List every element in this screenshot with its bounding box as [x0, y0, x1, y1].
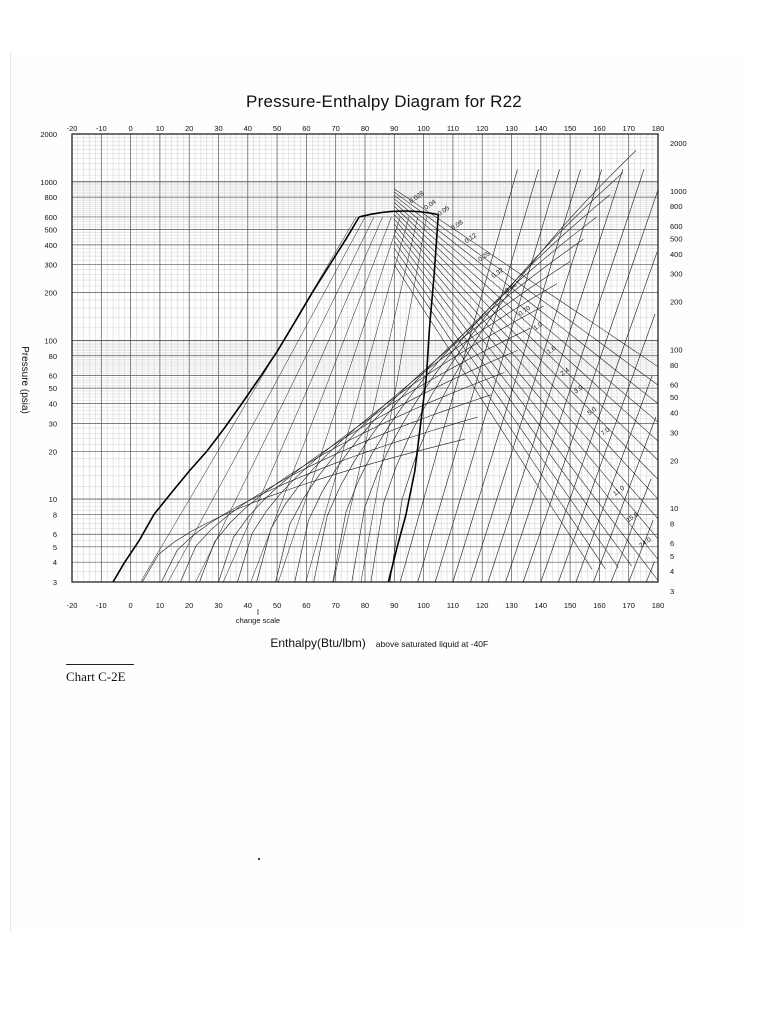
specific-volume-label: 7.0	[599, 426, 612, 438]
x-tick-label: 150	[563, 601, 577, 610]
y-tick-label: 1000	[670, 186, 687, 196]
y-tick-label: 8	[52, 510, 57, 520]
x-tick-label: -10	[95, 124, 107, 133]
change-scale-mark: I	[256, 608, 260, 617]
specific-volume-label: 0.12	[463, 232, 478, 246]
y-tick-label: 80	[48, 351, 57, 361]
y-tick-label: 50	[48, 384, 57, 394]
specific-volume-label: 0.04	[423, 198, 438, 212]
quality-line	[278, 217, 400, 582]
isochore-line	[394, 210, 658, 479]
isotherm-line	[200, 373, 505, 582]
x-tick-labels-bottom	[67, 601, 665, 610]
x-tick-label: 130	[505, 601, 518, 610]
y-tick-label: 80	[670, 360, 679, 370]
x-tick-label: 20	[185, 601, 194, 610]
specific-volume-label: 11.0	[612, 484, 627, 498]
y-tick-label: 8	[670, 519, 675, 529]
isotherm-line	[276, 284, 557, 582]
chart-title: Pressure-Enthalpy Diagram for R22	[246, 92, 522, 111]
x-tick-label: 0	[128, 124, 133, 133]
y-tick-labels-right	[670, 139, 687, 596]
specific-volume-label: 0.45	[504, 281, 519, 295]
x-tick-label: 100	[417, 601, 430, 610]
x-tick-label: 10	[155, 124, 165, 133]
isentrope-line	[646, 561, 654, 582]
y-tick-label: 200	[44, 288, 57, 298]
specific-volume-label: 24.0	[638, 536, 653, 550]
isentrope-line	[629, 520, 653, 582]
x-tick-label: 60	[302, 601, 311, 610]
y-tick-label: 6	[670, 539, 675, 549]
saturation-curves	[113, 211, 438, 582]
x-tick-label: 70	[331, 601, 340, 610]
isochore-line	[394, 215, 658, 499]
y-tick-label: 3	[670, 587, 675, 596]
y-tick-label: 60	[48, 371, 57, 381]
quality-line	[223, 217, 382, 582]
x-axis-label-suffix: above saturated liquid at -40F	[375, 639, 489, 649]
quality-line	[196, 217, 374, 582]
y-tick-label: 800	[670, 202, 683, 212]
y-tick-label: 300	[670, 269, 683, 279]
x-tick-labels-top	[67, 124, 665, 133]
y-tick-label: 200	[670, 297, 683, 307]
speck	[258, 858, 260, 860]
x-tick-label: 110	[446, 124, 459, 133]
x-tick-label: 170	[622, 601, 635, 610]
specific-volume-label: 15.6	[625, 511, 640, 525]
x-tick-label: -20	[66, 124, 78, 133]
x-tick-label: 160	[593, 601, 606, 610]
x-tick-label: 150	[563, 124, 577, 133]
y-tick-label: 30	[670, 428, 679, 438]
specific-volume-label: 0.05	[436, 204, 452, 218]
x-tick-label: 90	[390, 601, 399, 610]
x-tick-label: 0	[128, 601, 133, 610]
y-tick-label: 300	[44, 260, 57, 270]
x-tick-label: 170	[622, 124, 635, 133]
y-tick-label: 600	[44, 212, 57, 222]
x-tick-label: 50	[272, 601, 282, 610]
x-tick-label: 130	[505, 124, 518, 133]
x-tick-label: 10	[155, 601, 165, 610]
x-tick-label: 40	[243, 601, 252, 610]
specific-volume-label: 0.70	[517, 304, 532, 318]
x-tick-label: -20	[66, 601, 78, 610]
y-tick-label: 6	[52, 530, 57, 540]
x-tick-label: 140	[534, 601, 548, 610]
y-tick-labels-left	[40, 130, 57, 587]
x-tick-label: 80	[360, 601, 370, 610]
x-tick-label: 30	[214, 124, 223, 133]
specific-volume-label: 0.25	[477, 250, 492, 264]
y-axis-label: Pressure (psia)	[19, 346, 30, 414]
y-tick-label: 20	[48, 447, 57, 457]
y-tick-label: 4	[670, 567, 675, 577]
x-tick-label: -10	[95, 601, 107, 610]
y-tick-label: 40	[670, 408, 679, 418]
specific-volume-label: 3.0	[572, 384, 585, 396]
x-tick-label: 60	[302, 124, 311, 133]
specific-volume-label: 1.6	[545, 344, 558, 356]
x-tick-label: 50	[272, 124, 282, 133]
x-tick-label: 180	[651, 124, 665, 133]
grid-major	[72, 134, 658, 582]
specific-volume-label: 0.08	[450, 219, 465, 233]
y-tick-label: 40	[48, 399, 57, 409]
y-tick-label: 400	[44, 240, 57, 250]
quality-line	[333, 217, 417, 582]
y-tick-label: 30	[48, 419, 57, 429]
x-tick-label: 180	[651, 601, 665, 610]
series-line	[388, 215, 438, 582]
isochore-line	[394, 195, 658, 403]
y-tick-label: 400	[670, 249, 683, 259]
y-tick-label: 100	[670, 345, 683, 355]
specific-volume-label: 2.4	[559, 366, 571, 378]
x-tick-label: 120	[475, 124, 489, 133]
x-axis-label: Enthalpy(Btu/lbm)	[270, 636, 366, 650]
x-tick-label: 80	[360, 124, 370, 133]
y-tick-label: 2000	[40, 130, 57, 139]
isochore-line	[394, 206, 658, 460]
y-tick-label: 50	[670, 393, 679, 403]
specific-volume-label: 5.0	[586, 406, 598, 417]
x-tick-label: 120	[475, 601, 489, 610]
x-tick-label: 90	[390, 124, 399, 133]
x-tick-label: 40	[243, 124, 252, 133]
y-tick-label: 4	[52, 558, 57, 568]
y-tick-label: 600	[670, 221, 683, 231]
y-tick-label: 500	[44, 225, 57, 235]
y-tick-label: 5	[670, 551, 675, 561]
y-tick-label: 10	[670, 504, 679, 514]
y-tick-label: 1000	[40, 177, 57, 187]
y-tick-label: 10	[48, 495, 57, 505]
x-tick-label: 100	[417, 124, 430, 133]
chart-caption: Chart C-2E	[66, 669, 126, 684]
y-tick-label: 500	[670, 234, 683, 244]
specific-volume-label: 1.0	[532, 321, 544, 333]
specific-volume-labels	[408, 190, 653, 549]
x-tick-label: 30	[214, 601, 223, 610]
y-tick-label: 2000	[670, 139, 687, 148]
specific-volume-label: 0.028	[408, 190, 426, 206]
y-tick-label: 800	[44, 193, 57, 203]
x-tick-label: 110	[446, 601, 459, 610]
y-tick-label: 20	[670, 456, 679, 466]
x-tick-label: 20	[185, 124, 194, 133]
y-tick-label: 5	[52, 542, 57, 552]
isochore-line	[394, 192, 658, 385]
x-tick-label: 140	[534, 124, 548, 133]
y-tick-label: 60	[670, 380, 679, 390]
specific-volume-label: 0.32	[490, 266, 505, 280]
x-tick-label: 160	[593, 124, 606, 133]
y-tick-label: 3	[52, 578, 57, 587]
caption-rule	[66, 664, 134, 665]
x-tick-label: 70	[331, 124, 340, 133]
change-scale-note: change scale	[235, 616, 281, 625]
y-tick-label: 100	[44, 336, 57, 346]
